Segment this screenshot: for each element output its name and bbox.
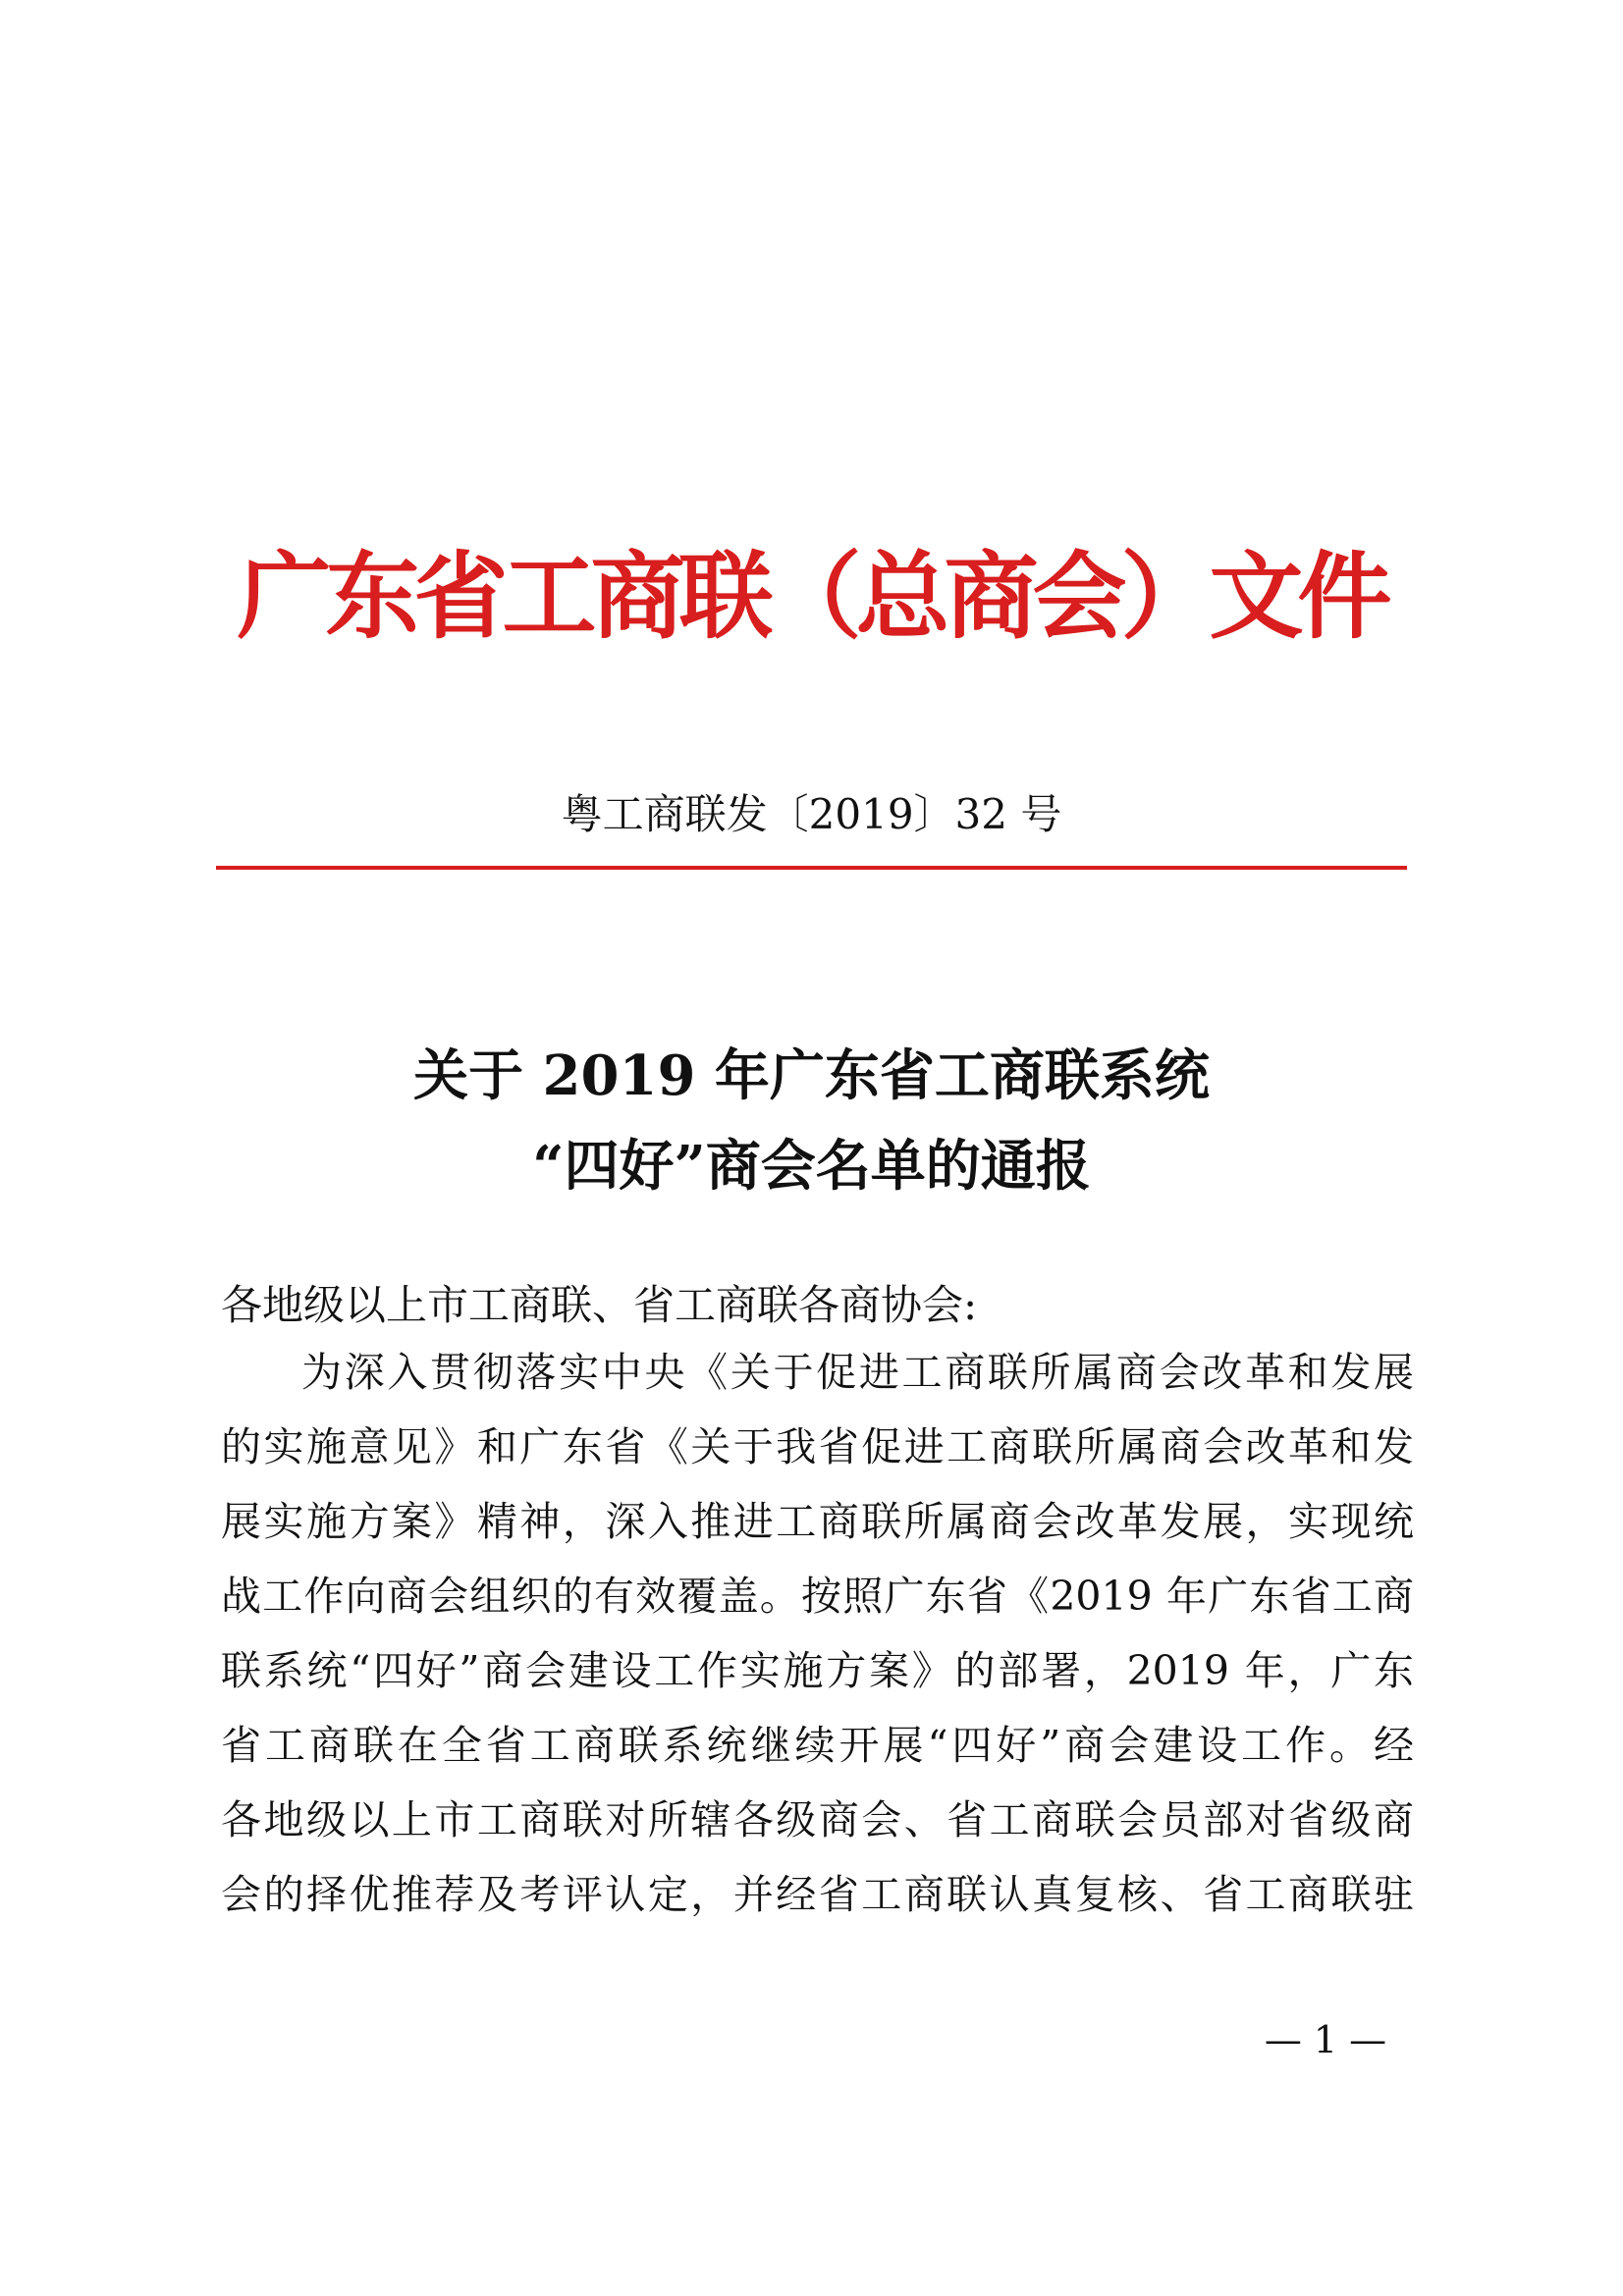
document-title — [147, 1031, 1476, 1211]
body-line-3: 展实施方案》精神，深入推进工商联所属商会改革发展，实现统 — [221, 1498, 1414, 1545]
document-number: 粤工商联发〔2019〕32 号 — [561, 790, 1062, 838]
title-line-2: “四好”商会名单的通报 — [532, 1134, 1091, 1199]
body-line-6: 省工商联在全省工商联系统继续开展“四好”商会建设工作。经 — [221, 1722, 1414, 1769]
document-masthead: 广东省工商联（总商会）文件 — [237, 541, 1386, 652]
addressee-line: 各地级以上市工商联、省工商联各商协会: — [221, 1281, 978, 1329]
body-line-5: 联系统“四好”商会建设工作实施方案》的部署，2019 年，广东 — [221, 1647, 1414, 1694]
body-line-1: 为深入贯彻落实中央《关于促进工商联所属商会改革和发展 — [301, 1349, 1414, 1396]
red-divider-rule — [216, 866, 1407, 870]
body-line-7: 各地级以上市工商联对所辖各级商会、省工商联会员部对省级商 — [221, 1796, 1414, 1843]
body-line-4: 战工作向商会组织的有效覆盖。按照广东省《2019 年广东省工商 — [221, 1573, 1414, 1620]
body-line-8: 会的择优推荐及考评认定，并经省工商联认真复核、省工商联驻 — [221, 1871, 1414, 1918]
page-number: — 1 — — [1264, 2018, 1387, 2061]
body-line-2: 的实施意见》和广东省《关于我省促进工商联所属商会改革和发 — [221, 1423, 1414, 1470]
title-line-1: 关于 2019 年广东省工商联系统 — [413, 1043, 1210, 1108]
